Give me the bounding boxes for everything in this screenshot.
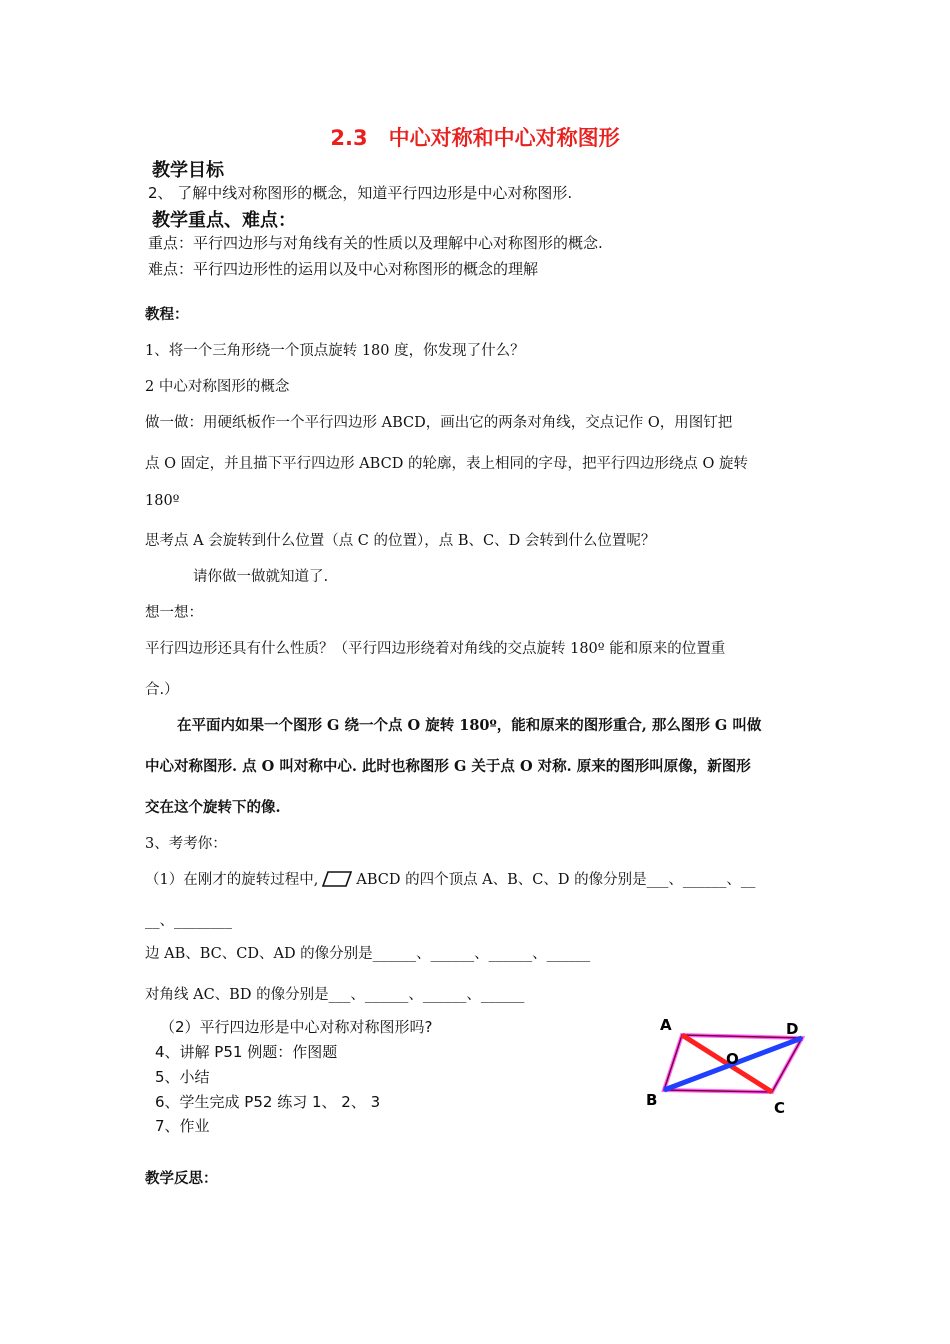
process-line-1: 1、将一个三角形绕一个顶点旋转 180 度，你发现了什么？ — [145, 343, 525, 359]
item-5: 5、小结 — [155, 1068, 210, 1086]
process-line-2: 2 中心对称图形的概念 — [145, 379, 290, 395]
quiz-q1-prefix: （1）在刚才的旋转过程中, — [145, 872, 319, 888]
definition-line-2: 中心对称图形. 点 O 叫对称中心. 此时也称图形 G 关于点 O 对称. 原来的图形叫原像，新图形 — [145, 758, 751, 775]
vertex-label-a: A — [660, 1016, 672, 1034]
item-4: 4、讲解 P51 例题：作图题 — [155, 1043, 338, 1061]
difficulty-text: 难点：平行四边形性的运用以及中心对称图形的概念的理解 — [148, 260, 539, 278]
definition-line-3: 交在这个旋转下的像. — [145, 799, 281, 816]
quiz-q1-suffix: ABCD 的四个顶点 A、B、C、D 的像分别是___、______、__ — [356, 872, 756, 888]
process-line-6: 思考点 A 会旋转到什么位置（点 C 的位置），点 B、C、D 会转到什么位置呢？ — [145, 533, 656, 549]
quiz-q1-line-d: 对角线 AC、BD 的像分别是___、______、______、______ — [145, 987, 525, 1003]
process-line-5: 180º — [145, 493, 180, 509]
quiz-q1-line-b: __、________ — [145, 913, 232, 929]
vertex-label-b: B — [646, 1091, 658, 1109]
process-line-8: 想一想： — [145, 605, 203, 621]
keypoints-heading: 教学重点、难点： — [152, 210, 296, 231]
quiz-q2: （2）平行四边形是中心对称对称图形吗? — [160, 1018, 433, 1036]
process-line-3: 做一做：用硬纸板作一个平行四边形 ABCD，画出它的两条对角线，交点记作 O，用图钉把 — [145, 415, 733, 431]
center-label-o: O — [726, 1050, 739, 1068]
quiz-q1-line-c: 边 AB、BC、CD、AD 的像分别是______、______、______、______ — [145, 946, 591, 962]
vertex-label-d: D — [786, 1020, 799, 1038]
item-6: 6、学生完成 P52 练习 1、 2、 3 — [155, 1093, 381, 1111]
keypoint-text: 重点：平行四边形与对角线有关的性质以及理解中心对称图形的概念. — [148, 234, 603, 252]
objective-1: 2、 了解中线对称图形的概念，知道平行四边形是中心对称图形. — [148, 184, 573, 202]
process-line-9: 平行四边形还具有什么性质？（平行四边形绕着对角线的交点旋转 180º 能和原来的位置重 — [145, 641, 726, 657]
vertex-label-c: C — [774, 1099, 786, 1117]
process-line-4: 点 O 固定，并且描下平行四边形 ABCD 的轮廓，表上相同的字母，把平行四边形绕点 O 旋转 — [145, 456, 749, 472]
process-line-7: 请你做一做就知道了. — [193, 569, 329, 585]
page-title: 2.3 中心对称和中心对称图形 — [330, 126, 620, 150]
quiz-q1-line-a — [145, 868, 755, 889]
process-line-10: 合.） — [145, 682, 179, 698]
parallelogram-icon — [322, 871, 352, 887]
process-heading: 教程： — [145, 306, 189, 323]
reflection-heading: 教学反思： — [145, 1170, 218, 1187]
objectives-heading: 教学目标 — [152, 160, 224, 181]
item-7: 7、作业 — [155, 1117, 210, 1135]
parallelogram-figure — [640, 1010, 820, 1120]
quiz-heading: 3、考考你： — [145, 836, 227, 852]
definition-line-1: 在平面内如果一个图形 G 绕一个点 O 旋转 180º，能和原来的图形重合, 那么图形 G 叫做 — [177, 717, 762, 734]
